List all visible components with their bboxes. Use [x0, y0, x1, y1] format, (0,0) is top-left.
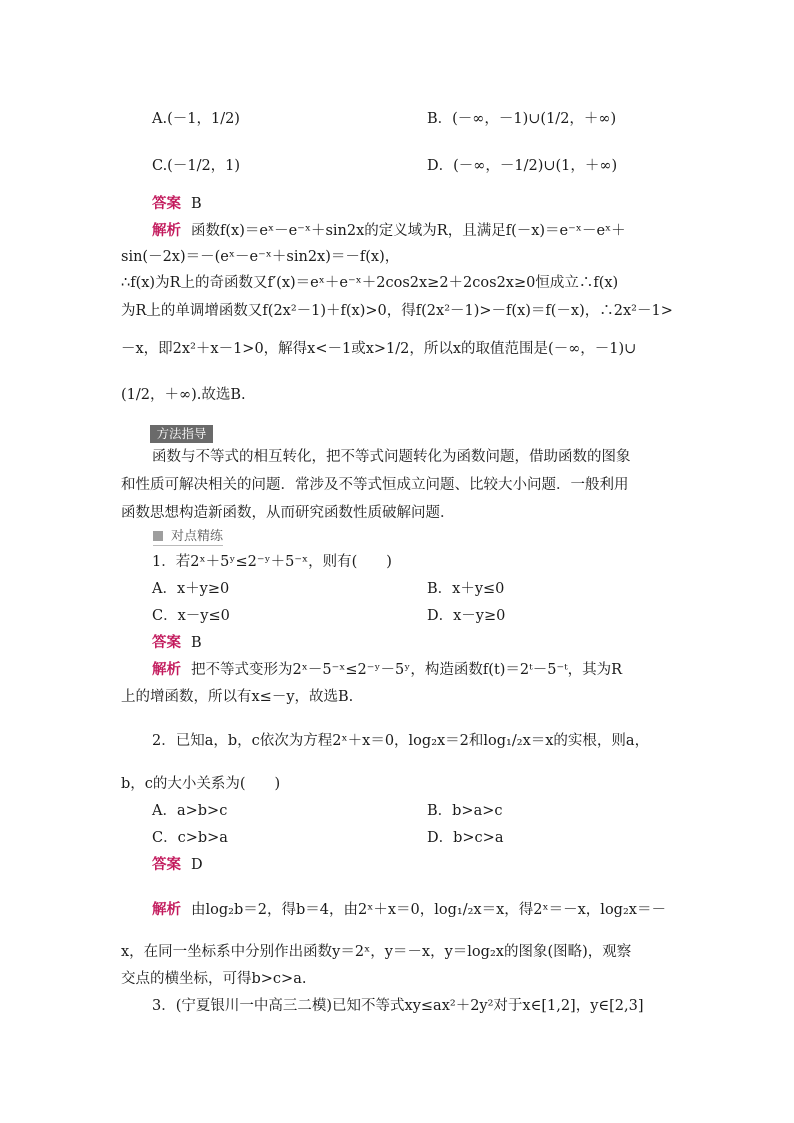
- q1-analysis: 解析 把不等式变形为2ˣ－5⁻ˣ≤2⁻ʸ－5ʸ，构造函数f(t)＝2ᵗ－5⁻ᵗ，其为R: [152, 661, 623, 678]
- analysis-line: (1/2，＋∞).故选B.: [121, 387, 246, 403]
- q2-analysis-line: 交点的横坐标，可得b>c>a.: [121, 971, 307, 987]
- square-icon: [153, 531, 163, 541]
- q2-option-d: D．b>c>a: [427, 830, 504, 846]
- method-text-line: 函数与不等式的相互转化，把不等式问题转化为函数问题，借助函数的图象: [152, 449, 631, 465]
- q2-stem: 2．已知a，b，c依次为方程2ˣ＋x＝0，log₂x＝2和log₁/₂x＝x的实根，则a，: [152, 733, 650, 749]
- q1-option-c: C．x－y≤0: [152, 608, 230, 624]
- answer-label: 答案: [152, 195, 181, 212]
- option-b: B．(－∞，－1)∪(1/2，＋∞): [427, 111, 617, 127]
- answer-value: B: [191, 196, 202, 212]
- option-a: A.(－1，1/2): [152, 111, 240, 127]
- q2-analysis-line: x，在同一坐标系中分别作出函数y＝2ˣ，y＝－x，y＝log₂x的图象(图略)，观察: [121, 944, 632, 960]
- q3-stem: 3．(宁夏银川一中高三二模)已知不等式xy≤ax²＋2y²对于x∈[1,2]，y∈[2,3]: [152, 998, 644, 1014]
- analysis-line: sin(－2x)＝－(eˣ－e⁻ˣ＋sin2x)＝－f(x)，: [121, 249, 400, 265]
- q1-analysis-line: 上的增函数，所以有x≤－y，故选B.: [121, 689, 354, 705]
- analysis-line: －x，即2x²＋x－1>0，解得x<－1或x>1/2，所以x的取值范围是(－∞，－1)∪: [121, 341, 637, 357]
- practice-title: 对点精练: [153, 528, 223, 546]
- q1-option-a: A．x＋y≥0: [152, 581, 230, 597]
- analysis-line: 为R上的单调增函数又f(2x²－1)＋f(x)>0，得f(2x²－1)>－f(x)＝f(－x)，∴2x²－1>: [121, 303, 673, 319]
- q1-option-d: D．x－y≥0: [427, 608, 506, 624]
- option-d: D．(－∞，－1/2)∪(1，＋∞): [427, 158, 618, 174]
- q2-option-b: B．b>a>c: [427, 803, 503, 819]
- q1-answer: 答案 B: [152, 634, 202, 651]
- q2-option-a: A．a>b>c: [152, 803, 228, 819]
- analysis-line: 解析 函数f(x)＝eˣ－e⁻ˣ＋sin2x的定义域为R，且满足f(－x)＝e⁻ˣ－eˣ＋: [152, 222, 626, 239]
- method-text-line: 函数思想构造新函数，从而研究函数性质破解问题．: [121, 505, 455, 521]
- divider: [153, 545, 223, 546]
- method-text-line: 和性质可解决相关的问题．常涉及不等式恒成立问题、比较大小问题．一般利用: [121, 477, 629, 493]
- analysis-line: ∴f(x)为R上的奇函数又f′(x)＝eˣ＋e⁻ˣ＋2cos2x≥2＋2cos2x≥0恒成立∴f(x): [121, 275, 619, 291]
- q1-stem: 1．若2ˣ＋5ʸ≤2⁻ʸ＋5⁻ˣ，则有( ): [152, 554, 392, 570]
- q1-option-b: B．x＋y≤0: [427, 581, 505, 597]
- method-badge: 方法指导: [150, 425, 213, 443]
- analysis-label: 解析: [152, 222, 181, 239]
- q2-stem-line: b，c的大小关系为( ): [121, 776, 281, 792]
- q2-analysis: 解析 由log₂b＝2，得b＝4，由2ˣ＋x＝0，log₁/₂x＝x，得2ˣ＝－x，log₂x＝－: [152, 901, 666, 918]
- option-c: C.(－1/2，1): [152, 158, 241, 174]
- answer-line: [152, 193, 202, 215]
- q2-answer: 答案 D: [152, 856, 203, 873]
- q2-option-c: C．c>b>a: [152, 830, 228, 846]
